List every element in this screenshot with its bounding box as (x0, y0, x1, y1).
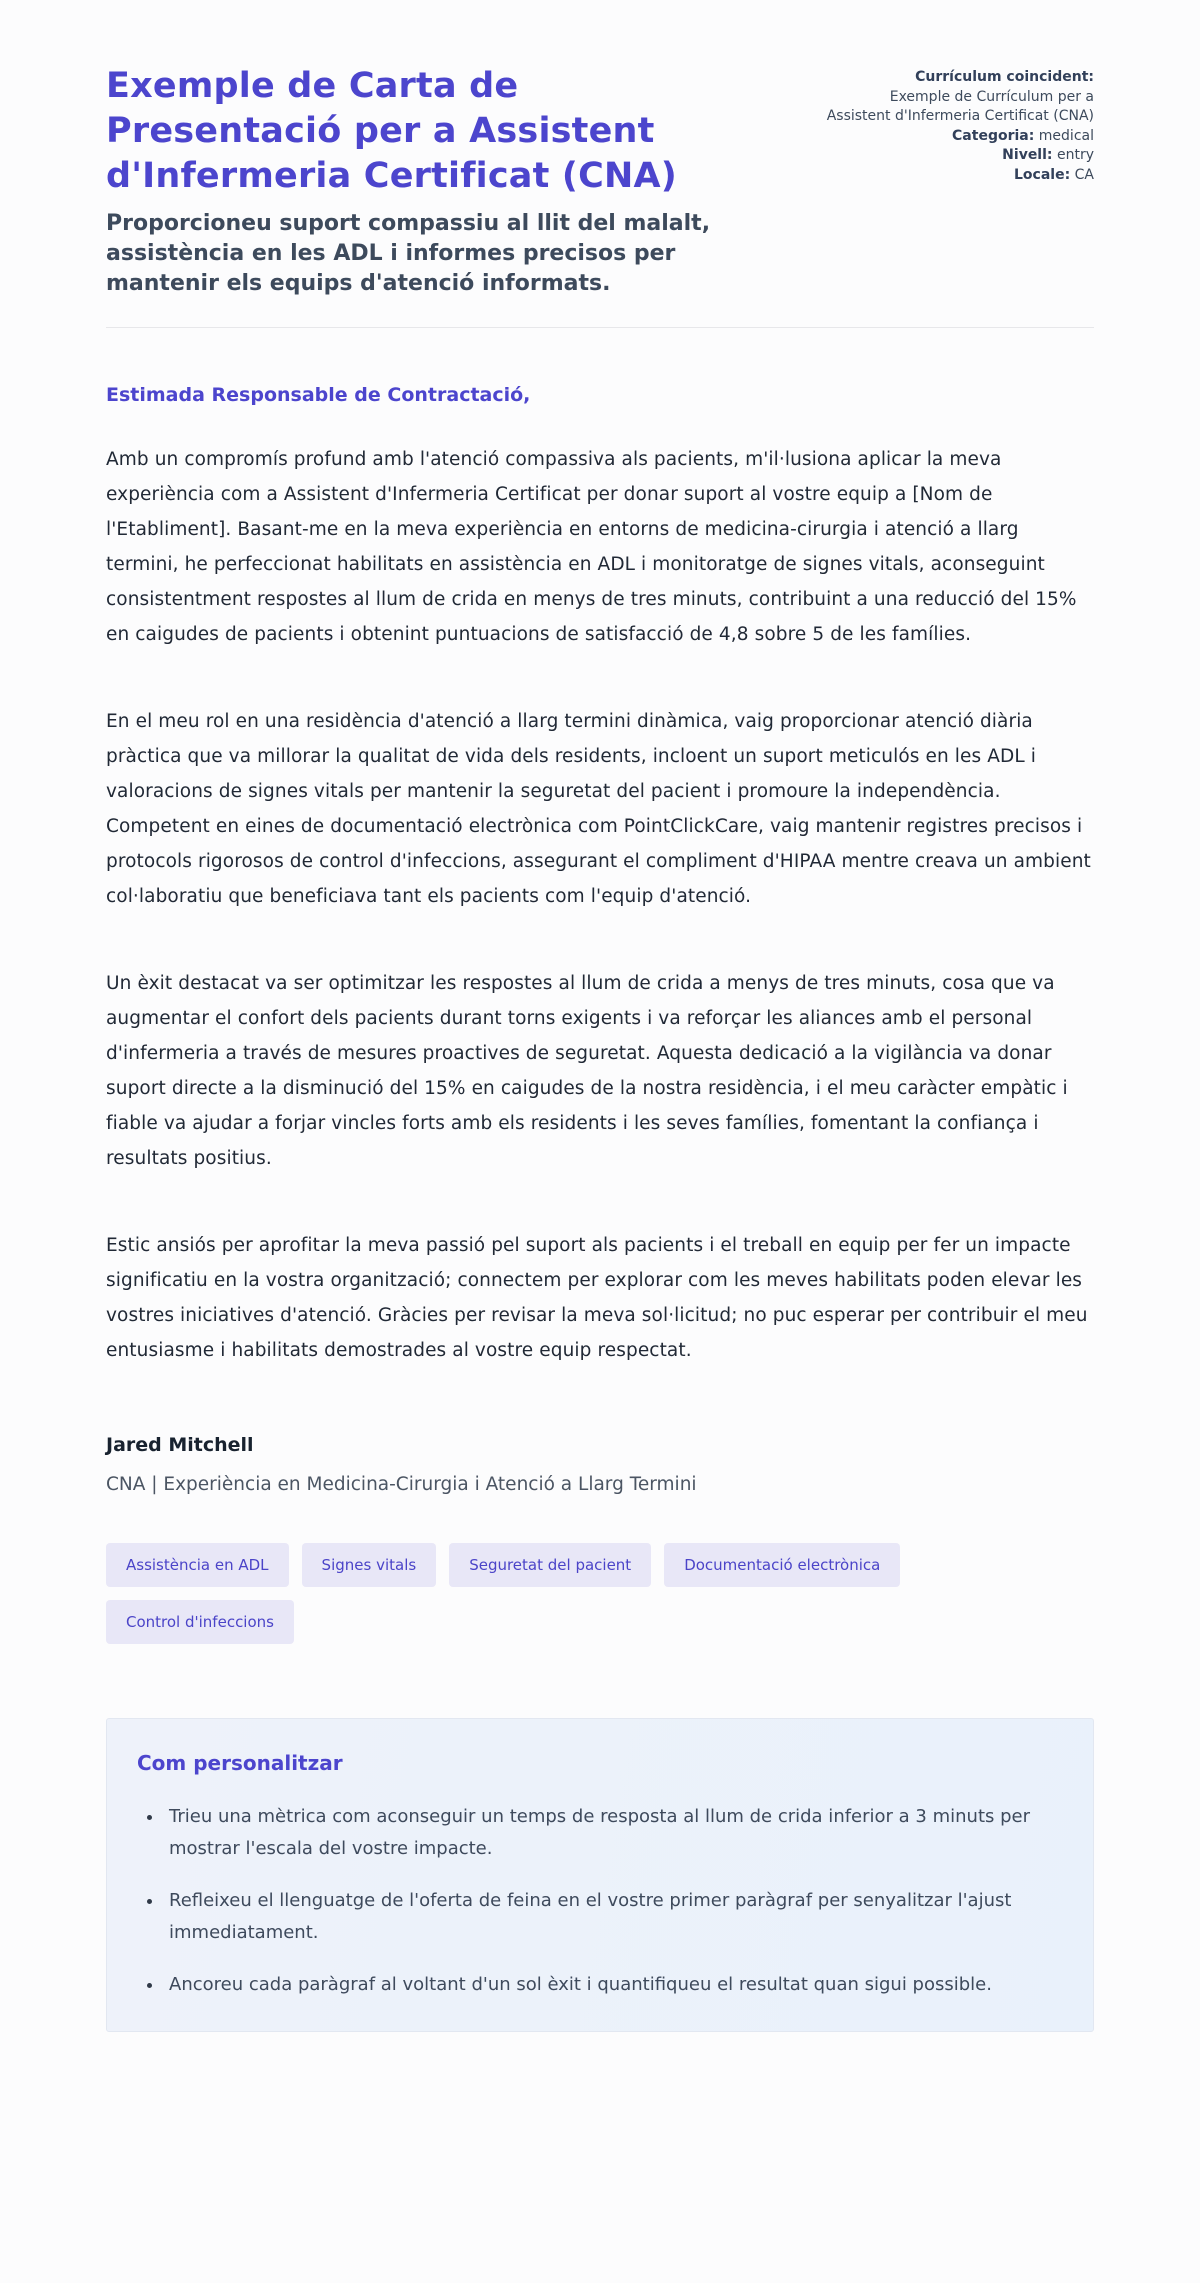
letter-paragraph-3: Un èxit destacat va ser optimitzar les respostes al llum de crida a menys de tres minuts, cosa que va augmentar el confort dels pacients durant torns exigents i va reforçar les aliances amb el personal d'infermeria a través de mesures proactives de seguretat. Aquesta dedicació a la vigilància va donar suport directe a la disminució del 15% en caigudes de la nostra residència, i el meu caràcter empàtic i fiable va ajudar a forjar vincles forts amb els residents i les seves famílies, fomentant la confiança i resultats positius. (106, 973, 1068, 1169)
meta-locale (822, 166, 1094, 186)
skill-tag-documentation: Documentació electrònica (664, 1543, 900, 1587)
skill-tag-patient-safety: Seguretat del pacient (449, 1543, 651, 1587)
meta-locale-label: Locale: (1014, 166, 1071, 183)
meta-level-label: Nivell: (1002, 147, 1053, 163)
meta-category-value: medical (1038, 127, 1094, 144)
meta-level-value: entry (1056, 147, 1094, 163)
skill-tags (106, 1543, 1094, 1644)
skill-tag-adl: Assistència en ADL (106, 1543, 289, 1587)
letter-paragraph-2: En el meu rol en una residència d'atenció a llarg termini dinàmica, vaig proporcionar atenció diària pràctica que va millorar la qualitat de vida dels residents, incloent un suport meticulós en les ADL i valoracions de signes vitals per mantenir la seguretat del pacient i promoure la independència. Competent en eines de documentació electrònica com PointClickCare, vaig mantenir registres precisos i protocols rigorosos de control d'infeccions, assegurant el compliment d'HIPAA mentre creava un ambient col·laboratiu que beneficiava tant els pacients com l'equip d'atenció. (106, 711, 1091, 907)
tips-list (137, 1801, 1063, 2001)
page-subtitle: Proporcioneu suport compassiu al llit del malalt, assistència en les ADL i informes precisos per mantenir els equips d'atenció informats. (106, 211, 711, 296)
header-titles (106, 64, 746, 299)
skill-tag-infection-control: Control d'infeccions (106, 1600, 294, 1644)
meta-category-label: Categoria: (952, 127, 1035, 144)
letter-body (106, 384, 1094, 1495)
meta-panel (822, 64, 1094, 185)
header-divider (106, 327, 1094, 328)
letter-paragraph-1: Amb un compromís profund amb l'atenció compassiva als pacients, m'il·lusiona aplicar la meva experiència com a Assistent d'Infermeria Certificat per donar suport al vostre equip a [Nom de l'Etabliment]. Basant-me en la meva experiència en entorns de medicina-cirurgia i atenció a llarg termini, he perfeccionat habilitats en assistència en ADL i monitoratge de signes vitals, aconseguint consistentment respostes al llum de crida en menys de tres minuts, contribuint a una reducció del 15% en caigudes de pacients i obtenint puntuacions de satisfacció de 4,8 sobre 5 de les famílies. (106, 449, 1077, 645)
tip-item-2: • Refleixeu el llenguatge de l'oferta de feina en el vostre primer paràgraf per senyalitzar l'ajust immediatament. (163, 1885, 1063, 1949)
tips-heading: Com personalitzar (137, 1751, 343, 1775)
greeting: Estimada Responsable de Contractació, (106, 384, 531, 406)
skill-tag-vitals: Signes vitals (302, 1543, 437, 1587)
cover-letter-page (86, 0, 1114, 2102)
meta-matching-resume-label: Currículum coincident: (915, 69, 1094, 85)
tip-item-3: • Ancoreu cada paràgraf al voltant d'un sol èxit i quantifiqueu el resultat quan sigui possible. (163, 1969, 1063, 2001)
meta-matching-resume-value: Exemple de Currículum per a Assistent d'Infermeria Certificat (CNA) (826, 88, 1094, 124)
customization-tips-box (106, 1718, 1094, 2032)
meta-locale-value: CA (1074, 166, 1094, 183)
header (106, 64, 1094, 299)
meta-category (822, 127, 1094, 147)
signature-name: Jared Mitchell (106, 1434, 254, 1456)
page-title: Exemple de Carta de Presentació per a Assistent d'Infermeria Certificat (CNA) (106, 66, 677, 196)
tip-item-1: • Trieu una mètrica com aconseguir un temps de resposta al llum de crida inferior a 3 minuts per mostrar l'escala del vostre impacte. (163, 1801, 1063, 1865)
letter-paragraph-4: Estic ansiós per aprofitar la meva passió pel suport als pacients i el treball en equip per fer un impacte significatiu en la vostra organització; connectem per explorar com les meves habilitats poden elevar les vostres iniciatives d'atenció. Gràcies per revisar la meva sol·licitud; no puc esperar per contribuir el meu entusiasme i habilitats demostrades al vostre equip respectat. (106, 1235, 1088, 1361)
signature-title: CNA | Experiència en Medicina-Cirurgia i Atenció a Llarg Termini (106, 1474, 697, 1495)
meta-level (822, 146, 1094, 166)
